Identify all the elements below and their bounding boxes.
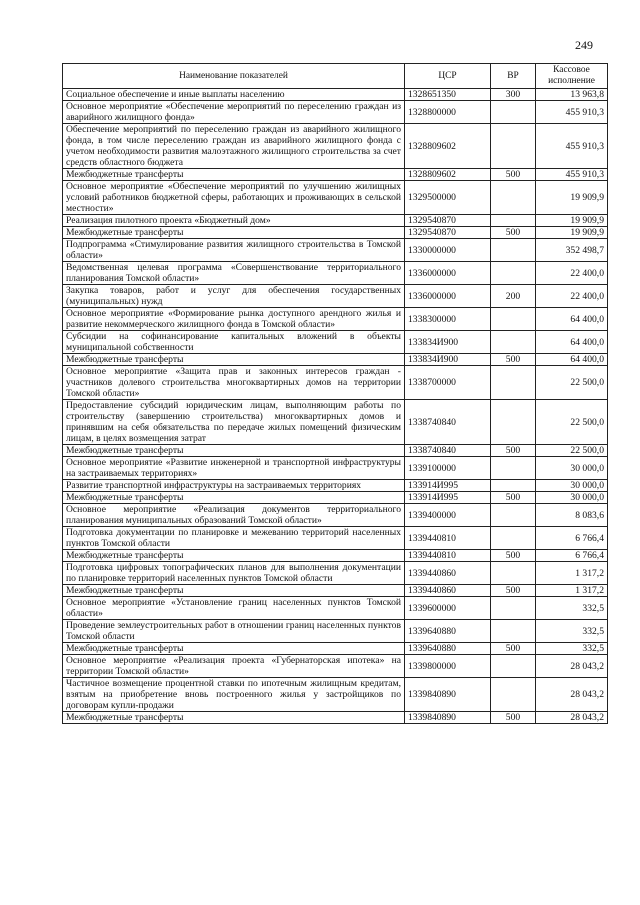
table-row xyxy=(63,366,608,400)
row-vr xyxy=(491,620,536,643)
row-vr: 500 xyxy=(491,169,536,181)
row-csr: 1329540870 xyxy=(405,215,491,227)
row-amount: 332,5 xyxy=(536,597,608,620)
row-name: Межбюджетные трансферты xyxy=(63,712,405,724)
row-amount: 64 400,0 xyxy=(536,331,608,354)
row-amount: 22 500,0 xyxy=(536,400,608,445)
row-amount: 455 910,3 xyxy=(536,124,608,169)
row-name: Частичное возмещение процентной ставки по ипотечным жилищным кредитам, взятым на приобретение вновь построенного жилья у застройщиков по договорам купли-продажи xyxy=(63,678,405,712)
row-name: Основное мероприятие «Защита прав и законных интересов граждан - участников долевого строительства многоквартирных домов на территории Томской области» xyxy=(63,366,405,400)
row-vr xyxy=(491,308,536,331)
table-row xyxy=(63,550,608,562)
row-name: Межбюджетные трансферты xyxy=(63,585,405,597)
table-row xyxy=(63,597,608,620)
row-vr: 500 xyxy=(491,492,536,504)
row-amount: 19 909,9 xyxy=(536,181,608,215)
table-row xyxy=(63,655,608,678)
row-csr: 1339440810 xyxy=(405,527,491,550)
row-csr: 1329540870 xyxy=(405,227,491,239)
row-name: Межбюджетные трансферты xyxy=(63,643,405,655)
table-body xyxy=(63,89,608,724)
row-name: Межбюджетные трансферты xyxy=(63,354,405,366)
table-row xyxy=(63,562,608,585)
row-vr xyxy=(491,262,536,285)
row-csr: 1338740840 xyxy=(405,400,491,445)
table-row xyxy=(63,169,608,181)
row-amount: 19 909,9 xyxy=(536,215,608,227)
row-csr: 1339840890 xyxy=(405,678,491,712)
row-csr: 1330000000 xyxy=(405,239,491,262)
row-amount: 8 083,6 xyxy=(536,504,608,527)
table-row xyxy=(63,124,608,169)
table-row xyxy=(63,308,608,331)
row-csr: 1339640880 xyxy=(405,643,491,655)
row-vr: 300 xyxy=(491,89,536,101)
row-vr: 500 xyxy=(491,643,536,655)
table-row xyxy=(63,445,608,457)
row-name: Обеспечение мероприятий по переселению граждан из аварийного жилищного фонда, в том числе переселению граждан из аварийного жилищного фонда с учетом необходимости развития малоэтажного жилищного строительства за счет средств областного бюджета xyxy=(63,124,405,169)
table-row xyxy=(63,262,608,285)
table-row xyxy=(63,331,608,354)
row-amount: 455 910,3 xyxy=(536,101,608,124)
row-csr: 1336000000 xyxy=(405,262,491,285)
header-csr: ЦСР xyxy=(405,64,491,89)
row-name: Предоставление субсидий юридическим лицам, выполняющим работы по строительству (завершению строительства) многоквартирных домов и принявшим на себя обязательства по передаче жилых помещений физическим лицам, в целях возмещения затрат xyxy=(63,400,405,445)
row-vr: 500 xyxy=(491,445,536,457)
budget-execution-table xyxy=(62,63,608,724)
row-name: Основное мероприятие «Развитие инженерной и транспортной инфраструктуры на застраиваемых территориях» xyxy=(63,457,405,480)
row-name: Подготовка цифровых топографических планов для выполнения документации по планировке территорий населенных пунктов Томской области xyxy=(63,562,405,585)
row-vr xyxy=(491,101,536,124)
row-csr: 1339100000 xyxy=(405,457,491,480)
row-csr: 133914И995 xyxy=(405,492,491,504)
row-vr: 500 xyxy=(491,354,536,366)
row-amount: 1 317,2 xyxy=(536,562,608,585)
table-row xyxy=(63,215,608,227)
row-name: Подготовка документации по планировке и межеванию территорий населенных пунктов Томской области xyxy=(63,527,405,550)
table-row xyxy=(63,585,608,597)
row-amount: 28 043,2 xyxy=(536,678,608,712)
row-csr: 1339600000 xyxy=(405,597,491,620)
row-csr: 1329500000 xyxy=(405,181,491,215)
row-vr xyxy=(491,562,536,585)
table-row xyxy=(63,643,608,655)
row-csr: 1328809602 xyxy=(405,169,491,181)
row-vr xyxy=(491,400,536,445)
row-csr: 1338740840 xyxy=(405,445,491,457)
row-amount: 22 500,0 xyxy=(536,366,608,400)
row-vr xyxy=(491,181,536,215)
row-amount: 22 400,0 xyxy=(536,262,608,285)
row-csr: 1339400000 xyxy=(405,504,491,527)
table-row xyxy=(63,620,608,643)
row-name: Основное мероприятие «Реализация проекта «Губернаторская ипотека» на территории Томской области» xyxy=(63,655,405,678)
row-name: Ведомственная целевая программа «Совершенствование территориального планирования Томской области» xyxy=(63,262,405,285)
row-name: Развитие транспортной инфраструктуры на застраиваемых территориях xyxy=(63,480,405,492)
row-amount: 28 043,2 xyxy=(536,655,608,678)
row-vr xyxy=(491,366,536,400)
row-vr xyxy=(491,597,536,620)
row-name: Основное мероприятие «Обеспечение мероприятий по улучшению жилищных условий работников бюджетной сферы, работающих и проживающих в сельской местности» xyxy=(63,181,405,215)
row-name: Подпрограмма «Стимулирование развития жилищного строительства в Томской области» xyxy=(63,239,405,262)
row-amount: 6 766,4 xyxy=(536,550,608,562)
row-csr: 1339440860 xyxy=(405,562,491,585)
row-csr: 1328651350 xyxy=(405,89,491,101)
row-amount: 30 000,0 xyxy=(536,480,608,492)
row-amount: 1 317,2 xyxy=(536,585,608,597)
header-vr: ВР xyxy=(491,64,536,89)
row-vr xyxy=(491,124,536,169)
row-amount: 64 400,0 xyxy=(536,354,608,366)
table-row xyxy=(63,678,608,712)
row-csr: 1339840890 xyxy=(405,712,491,724)
row-vr xyxy=(491,331,536,354)
row-name: Основное мероприятие «Формирование рынка доступного арендного жилья и развитие некоммерческого жилищного фонда в Томской области» xyxy=(63,308,405,331)
row-amount: 19 909,9 xyxy=(536,227,608,239)
row-vr: 200 xyxy=(491,285,536,308)
row-amount: 64 400,0 xyxy=(536,308,608,331)
row-vr xyxy=(491,527,536,550)
row-amount: 455 910,3 xyxy=(536,169,608,181)
row-vr xyxy=(491,504,536,527)
row-csr: 1328800000 xyxy=(405,101,491,124)
table-row xyxy=(63,492,608,504)
table-row xyxy=(63,89,608,101)
row-vr xyxy=(491,215,536,227)
row-csr: 1338300000 xyxy=(405,308,491,331)
row-csr: 1339800000 xyxy=(405,655,491,678)
row-amount: 22 400,0 xyxy=(536,285,608,308)
row-amount: 30 000,0 xyxy=(536,492,608,504)
row-amount: 13 963,8 xyxy=(536,89,608,101)
row-vr: 500 xyxy=(491,712,536,724)
row-vr: 500 xyxy=(491,585,536,597)
row-amount: 28 043,2 xyxy=(536,712,608,724)
row-name: Субсидии на софинансирование капитальных вложений в объекты муниципальной собственности xyxy=(63,331,405,354)
table-row xyxy=(63,504,608,527)
header-amount: Кассовое исполнение xyxy=(536,64,608,89)
row-csr: 1328809602 xyxy=(405,124,491,169)
row-vr xyxy=(491,678,536,712)
row-csr: 1339440860 xyxy=(405,585,491,597)
row-name: Межбюджетные трансферты xyxy=(63,550,405,562)
table-row xyxy=(63,101,608,124)
table-row xyxy=(63,457,608,480)
row-csr: 1336000000 xyxy=(405,285,491,308)
row-csr: 1339640880 xyxy=(405,620,491,643)
row-csr: 133834И900 xyxy=(405,354,491,366)
table-row xyxy=(63,400,608,445)
row-vr xyxy=(491,457,536,480)
row-name: Межбюджетные трансферты xyxy=(63,492,405,504)
row-csr: 133914И995 xyxy=(405,480,491,492)
table-row xyxy=(63,181,608,215)
table-header-row xyxy=(63,64,608,89)
row-name: Межбюджетные трансферты xyxy=(63,227,405,239)
table-row xyxy=(63,239,608,262)
row-amount: 332,5 xyxy=(536,643,608,655)
table-row xyxy=(63,712,608,724)
row-name: Основное мероприятие «Реализация документов территориального планирования муниципальных образований Томской области» xyxy=(63,504,405,527)
row-amount: 22 500,0 xyxy=(536,445,608,457)
table-row xyxy=(63,285,608,308)
row-csr: 1338700000 xyxy=(405,366,491,400)
row-amount: 352 498,7 xyxy=(536,239,608,262)
table-row xyxy=(63,480,608,492)
page-number: 249 xyxy=(575,38,593,52)
row-amount: 332,5 xyxy=(536,620,608,643)
table-row xyxy=(63,227,608,239)
row-amount: 6 766,4 xyxy=(536,527,608,550)
row-name: Проведение землеустроительных работ в отношении границ населенных пунктов Томской области xyxy=(63,620,405,643)
row-vr xyxy=(491,480,536,492)
row-name: Межбюджетные трансферты xyxy=(63,445,405,457)
row-name: Реализация пилотного проекта «Бюджетный дом» xyxy=(63,215,405,227)
row-name: Основное мероприятие «Обеспечение мероприятий по переселению граждан из аварийного жилищного фонда» xyxy=(63,101,405,124)
row-amount: 30 000,0 xyxy=(536,457,608,480)
row-vr xyxy=(491,655,536,678)
row-csr: 133834И900 xyxy=(405,331,491,354)
row-vr xyxy=(491,239,536,262)
row-name: Основное мероприятие «Установление границ населенных пунктов Томской области» xyxy=(63,597,405,620)
table-row xyxy=(63,354,608,366)
row-name: Межбюджетные трансферты xyxy=(63,169,405,181)
row-name: Социальное обеспечение и иные выплаты населению xyxy=(63,89,405,101)
table-row xyxy=(63,527,608,550)
header-name: Наименование показателей xyxy=(63,64,405,89)
row-vr: 500 xyxy=(491,550,536,562)
row-vr: 500 xyxy=(491,227,536,239)
row-csr: 1339440810 xyxy=(405,550,491,562)
row-name: Закупка товаров, работ и услуг для обеспечения государственных (муниципальных) нужд xyxy=(63,285,405,308)
